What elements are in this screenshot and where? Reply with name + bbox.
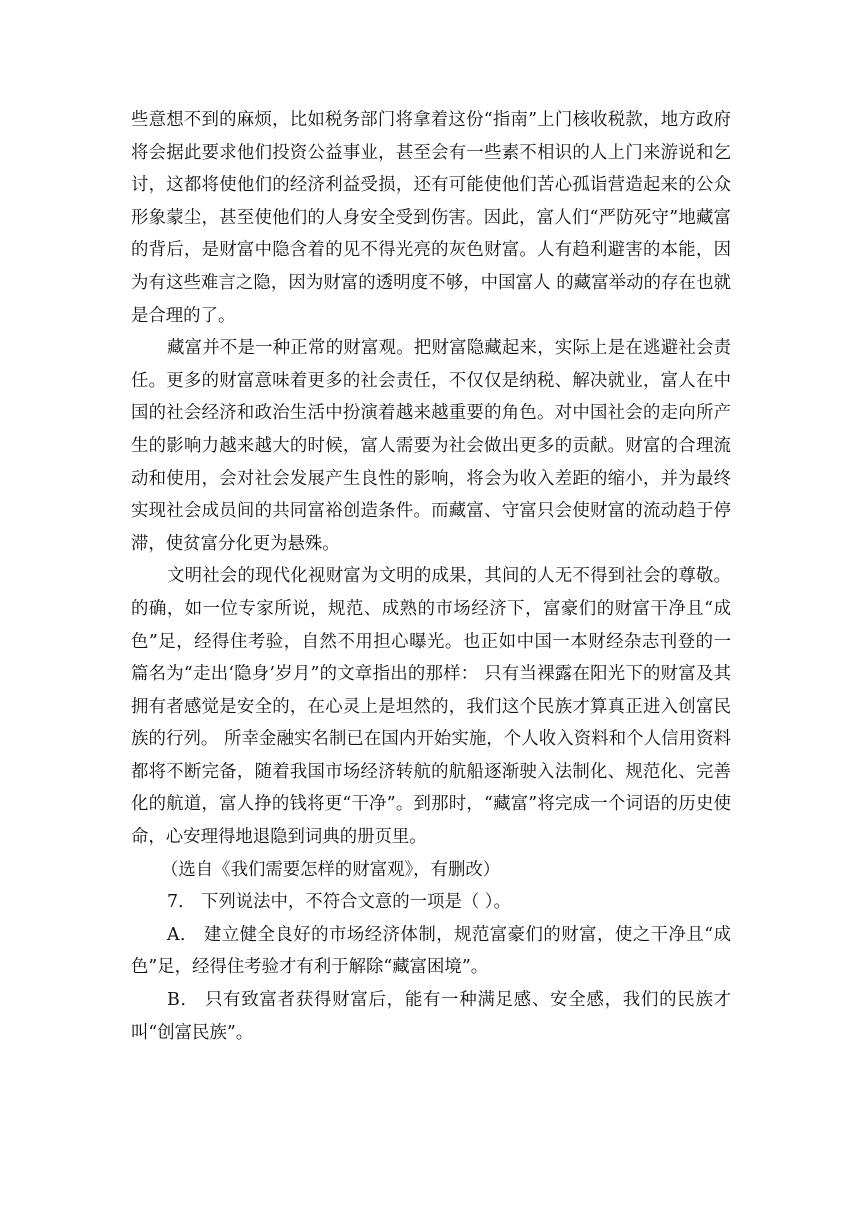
article-body: [131, 104, 731, 1049]
paragraph-continued: 些意想不到的麻烦，比如税务部门将拿着这份“指南”上门核收税款，地方政府将会据此要求他们投资公益事业，甚至会有一些素不相识的人上门来游说和乞讨，这都将使他们的经济利益受损，还有可能使他们苦心孤诣营造起来的公众形象蒙尘，甚至使他们的人身安全受到伤害。因此，富人们“严防死守”地藏富的背后，是财富中隐含着的见不得光亮的灰色财富。人有趋利避害的本能，因为有这些难言之隐，因为财富的透明度不够，中国富人 的藏富举动的存在也就是合理的了。: [131, 110, 731, 326]
option-a: A． 建立健全良好的市场经济体制，规范富豪们的财富，使之干净且“成色”足，经得住考验才有利于解除“藏富困境”。: [131, 924, 731, 978]
option-b: B． 只有致富者获得财富后，能有一种满足感、安全感，我们的民族才叫“创富民族”。: [131, 990, 731, 1043]
source-citation: （选自《我们需要怎样的财富观》，有删改）: [161, 859, 501, 880]
question-stem: 7． 下列说法中，不符合文意的一项是（ ）。: [167, 892, 511, 913]
paragraph-wealth-view: 藏富并不是一种正常的财富观。把财富隐藏起来，实际上是在逃避社会责任。更多的财富意味着更多的社会责任，不仅仅是纳税、解决就业，富人在中国的社会经济和政治生活中扮演着越来越重要的角色。对中国社会的走向所产生的影响力越来越大的时候，富人需要为社会做出更多的贡献。财富的合理流动和使用，会对社会发展产生良性的影响，将会为收入差距的缩小，并为最终实现社会成员间的共同富裕创造条件。而藏富、守富只会使财富的流动趋于停滞，使贫富分化更为悬殊。: [131, 338, 731, 554]
paragraph-civilized-society: 文明社会的现代化视财富为文明的成果，其间的人无不得到社会的尊敬。的确，如一位专家所说，规范、成熟的市场经济下，富豪们的财富干净且“成色”足，经得住考验，自然不用担心曝光。也正如中国一本财经杂志刊登的一篇名为“走出‘隐身’岁月”的文章指出的那样： 只有当裸露在阳光下的财富及其拥有者感觉是安全的，在心灵上是坦然的，我们这个民族才算真正进入创富民族的行列。 所幸金融实名制已在国内开始实施，个人收入资料和个人信用资料都将不断完备，随着我国市场经济转航的航船逐渐驶入法制化、规范化、完善化的航道，富人挣的钱将更“干净”。到那时，“藏富”将完成一个词语的历史使命，心安理得地退隐到词典的册页里。: [131, 566, 731, 848]
